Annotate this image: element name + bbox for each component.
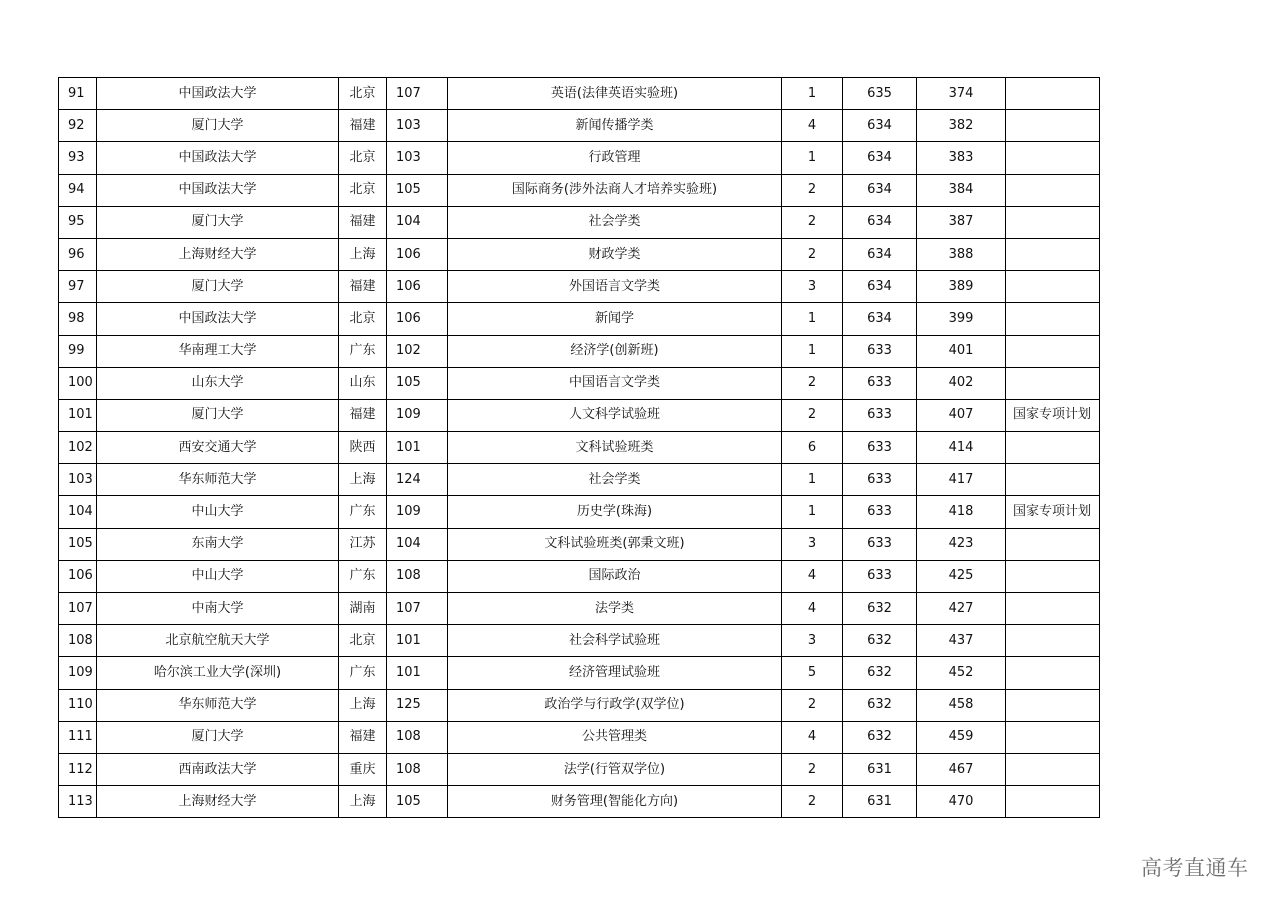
watermark-text: 高考直通车 [1141,856,1249,880]
major-code-cell: 105 [387,367,448,399]
note-cell [1006,657,1100,689]
min-score-cell: 631 [843,753,917,785]
row-index-cell: 107 [59,593,97,625]
note-cell [1006,432,1100,464]
note-cell [1006,206,1100,238]
row-index-cell: 110 [59,689,97,721]
min-score-cell: 634 [843,174,917,206]
major-name-cell: 经济管理试验班 [448,657,782,689]
min-score-cell: 632 [843,593,917,625]
province-cell: 福建 [339,721,387,753]
min-rank-cell: 459 [917,721,1006,753]
min-rank-cell: 452 [917,657,1006,689]
table-row [59,464,1100,496]
major-code-cell: 102 [387,335,448,367]
university-name-cell: 东南大学 [97,528,339,560]
table-row [59,689,1100,721]
min-rank-cell: 399 [917,303,1006,335]
major-name-cell: 经济学(创新班) [448,335,782,367]
note-cell [1006,271,1100,303]
min-rank-cell: 427 [917,593,1006,625]
enrollment-count-cell: 1 [782,464,843,496]
row-index-cell: 99 [59,335,97,367]
row-index-cell: 104 [59,496,97,528]
min-score-cell: 633 [843,528,917,560]
province-cell: 北京 [339,174,387,206]
enrollment-count-cell: 6 [782,432,843,464]
major-name-cell: 社会学类 [448,206,782,238]
table-row [59,271,1100,303]
min-score-cell: 633 [843,367,917,399]
university-name-cell: 中国政法大学 [97,78,339,110]
university-name-cell: 中国政法大学 [97,174,339,206]
table-row [59,786,1100,818]
row-index-cell: 93 [59,142,97,174]
province-cell: 江苏 [339,528,387,560]
university-name-cell: 西南政法大学 [97,753,339,785]
province-cell: 福建 [339,399,387,431]
row-index-cell: 98 [59,303,97,335]
major-code-cell: 101 [387,432,448,464]
row-index-cell: 113 [59,786,97,818]
note-cell [1006,78,1100,110]
university-name-cell: 中国政法大学 [97,303,339,335]
province-cell: 北京 [339,625,387,657]
major-code-cell: 105 [387,786,448,818]
row-index-cell: 112 [59,753,97,785]
major-code-cell: 125 [387,689,448,721]
enrollment-count-cell: 1 [782,496,843,528]
major-name-cell: 社会学类 [448,464,782,496]
province-cell: 广东 [339,560,387,592]
min-rank-cell: 387 [917,206,1006,238]
note-cell [1006,753,1100,785]
university-name-cell: 上海财经大学 [97,786,339,818]
table-row [59,367,1100,399]
province-cell: 广东 [339,657,387,689]
major-code-cell: 108 [387,753,448,785]
min-score-cell: 632 [843,657,917,689]
table-body [59,78,1100,818]
table-row [59,721,1100,753]
row-index-cell: 111 [59,721,97,753]
province-cell: 山东 [339,367,387,399]
enrollment-count-cell: 2 [782,206,843,238]
enrollment-count-cell: 2 [782,367,843,399]
major-code-cell: 105 [387,174,448,206]
major-name-cell: 国际商务(涉外法商人才培养实验班) [448,174,782,206]
table-row [59,110,1100,142]
major-code-cell: 101 [387,657,448,689]
table-row [59,174,1100,206]
row-index-cell: 95 [59,206,97,238]
university-name-cell: 厦门大学 [97,399,339,431]
min-score-cell: 632 [843,721,917,753]
min-rank-cell: 470 [917,786,1006,818]
university-name-cell: 中南大学 [97,593,339,625]
note-cell [1006,174,1100,206]
min-rank-cell: 407 [917,399,1006,431]
note-cell [1006,528,1100,560]
min-rank-cell: 425 [917,560,1006,592]
row-index-cell: 97 [59,271,97,303]
min-score-cell: 633 [843,560,917,592]
note-cell [1006,721,1100,753]
province-cell: 上海 [339,689,387,721]
table-row [59,238,1100,270]
university-name-cell: 中山大学 [97,496,339,528]
major-name-cell: 法学(行管双学位) [448,753,782,785]
table-row [59,625,1100,657]
min-score-cell: 634 [843,142,917,174]
row-index-cell: 102 [59,432,97,464]
min-rank-cell: 418 [917,496,1006,528]
table-row [59,496,1100,528]
enrollment-count-cell: 2 [782,399,843,431]
min-score-cell: 634 [843,271,917,303]
admission-score-table [58,77,1100,818]
major-name-cell: 政治学与行政学(双学位) [448,689,782,721]
province-cell: 北京 [339,78,387,110]
enrollment-count-cell: 2 [782,753,843,785]
enrollment-count-cell: 4 [782,560,843,592]
enrollment-count-cell: 4 [782,593,843,625]
university-name-cell: 山东大学 [97,367,339,399]
note-cell [1006,689,1100,721]
min-score-cell: 633 [843,464,917,496]
province-cell: 上海 [339,786,387,818]
major-code-cell: 109 [387,399,448,431]
min-rank-cell: 383 [917,142,1006,174]
major-name-cell: 新闻学 [448,303,782,335]
major-name-cell: 中国语言文学类 [448,367,782,399]
major-code-cell: 108 [387,721,448,753]
province-cell: 北京 [339,142,387,174]
table-row [59,657,1100,689]
min-score-cell: 634 [843,303,917,335]
enrollment-count-cell: 2 [782,238,843,270]
enrollment-count-cell: 1 [782,78,843,110]
min-rank-cell: 384 [917,174,1006,206]
enrollment-count-cell: 1 [782,142,843,174]
university-name-cell: 上海财经大学 [97,238,339,270]
enrollment-count-cell: 2 [782,174,843,206]
province-cell: 湖南 [339,593,387,625]
enrollment-count-cell: 2 [782,689,843,721]
major-name-cell: 行政管理 [448,142,782,174]
province-cell: 福建 [339,271,387,303]
university-name-cell: 厦门大学 [97,206,339,238]
enrollment-count-cell: 1 [782,303,843,335]
major-name-cell: 社会科学试验班 [448,625,782,657]
table-row [59,303,1100,335]
major-code-cell: 103 [387,110,448,142]
major-name-cell: 历史学(珠海) [448,496,782,528]
major-code-cell: 108 [387,560,448,592]
major-name-cell: 文科试验班类(郭秉文班) [448,528,782,560]
note-cell [1006,464,1100,496]
major-name-cell: 文科试验班类 [448,432,782,464]
university-name-cell: 厦门大学 [97,271,339,303]
university-name-cell: 华南理工大学 [97,335,339,367]
province-cell: 广东 [339,496,387,528]
min-score-cell: 632 [843,689,917,721]
note-cell [1006,593,1100,625]
province-cell: 福建 [339,110,387,142]
major-name-cell: 财务管理(智能化方向) [448,786,782,818]
university-name-cell: 西安交通大学 [97,432,339,464]
min-rank-cell: 417 [917,464,1006,496]
province-cell: 北京 [339,303,387,335]
table-row [59,753,1100,785]
row-index-cell: 91 [59,78,97,110]
table-row [59,432,1100,464]
table-row [59,335,1100,367]
note-cell [1006,335,1100,367]
note-cell [1006,367,1100,399]
enrollment-count-cell: 5 [782,657,843,689]
min-score-cell: 635 [843,78,917,110]
major-name-cell: 新闻传播学类 [448,110,782,142]
min-rank-cell: 467 [917,753,1006,785]
table-row [59,206,1100,238]
note-cell: 国家专项计划 [1006,496,1100,528]
min-rank-cell: 382 [917,110,1006,142]
table-row [59,560,1100,592]
table-row [59,78,1100,110]
min-score-cell: 634 [843,238,917,270]
province-cell: 福建 [339,206,387,238]
min-score-cell: 634 [843,110,917,142]
university-name-cell: 哈尔滨工业大学(深圳) [97,657,339,689]
major-name-cell: 英语(法律英语实验班) [448,78,782,110]
row-index-cell: 105 [59,528,97,560]
major-name-cell: 国际政治 [448,560,782,592]
min-rank-cell: 458 [917,689,1006,721]
province-cell: 陕西 [339,432,387,464]
row-index-cell: 108 [59,625,97,657]
major-code-cell: 104 [387,528,448,560]
major-code-cell: 106 [387,271,448,303]
university-name-cell: 厦门大学 [97,721,339,753]
min-score-cell: 631 [843,786,917,818]
enrollment-count-cell: 3 [782,625,843,657]
row-index-cell: 106 [59,560,97,592]
major-code-cell: 101 [387,625,448,657]
enrollment-count-cell: 1 [782,335,843,367]
major-name-cell: 外国语言文学类 [448,271,782,303]
min-score-cell: 633 [843,335,917,367]
major-code-cell: 107 [387,593,448,625]
row-index-cell: 94 [59,174,97,206]
university-name-cell: 华东师范大学 [97,689,339,721]
enrollment-count-cell: 2 [782,786,843,818]
row-index-cell: 96 [59,238,97,270]
major-code-cell: 106 [387,303,448,335]
min-rank-cell: 437 [917,625,1006,657]
enrollment-count-cell: 4 [782,110,843,142]
major-code-cell: 109 [387,496,448,528]
min-rank-cell: 388 [917,238,1006,270]
university-name-cell: 北京航空航天大学 [97,625,339,657]
enrollment-count-cell: 3 [782,271,843,303]
major-code-cell: 104 [387,206,448,238]
note-cell [1006,786,1100,818]
note-cell: 国家专项计划 [1006,399,1100,431]
note-cell [1006,110,1100,142]
min-rank-cell: 423 [917,528,1006,560]
note-cell [1006,142,1100,174]
note-cell [1006,560,1100,592]
province-cell: 广东 [339,335,387,367]
university-name-cell: 厦门大学 [97,110,339,142]
min-rank-cell: 374 [917,78,1006,110]
min-score-cell: 633 [843,399,917,431]
table-row [59,399,1100,431]
enrollment-count-cell: 3 [782,528,843,560]
note-cell [1006,238,1100,270]
table-row [59,528,1100,560]
row-index-cell: 92 [59,110,97,142]
note-cell [1006,625,1100,657]
major-name-cell: 公共管理类 [448,721,782,753]
min-score-cell: 633 [843,496,917,528]
row-index-cell: 103 [59,464,97,496]
min-rank-cell: 389 [917,271,1006,303]
major-name-cell: 法学类 [448,593,782,625]
major-code-cell: 124 [387,464,448,496]
row-index-cell: 109 [59,657,97,689]
major-code-cell: 106 [387,238,448,270]
province-cell: 上海 [339,238,387,270]
row-index-cell: 100 [59,367,97,399]
major-name-cell: 财政学类 [448,238,782,270]
enrollment-count-cell: 4 [782,721,843,753]
min-score-cell: 634 [843,206,917,238]
table-row [59,142,1100,174]
major-code-cell: 103 [387,142,448,174]
min-rank-cell: 401 [917,335,1006,367]
province-cell: 上海 [339,464,387,496]
min-score-cell: 633 [843,432,917,464]
min-score-cell: 632 [843,625,917,657]
note-cell [1006,303,1100,335]
major-code-cell: 107 [387,78,448,110]
row-index-cell: 101 [59,399,97,431]
university-name-cell: 华东师范大学 [97,464,339,496]
university-name-cell: 中山大学 [97,560,339,592]
university-name-cell: 中国政法大学 [97,142,339,174]
min-rank-cell: 414 [917,432,1006,464]
min-rank-cell: 402 [917,367,1006,399]
major-name-cell: 人文科学试验班 [448,399,782,431]
table-row [59,593,1100,625]
province-cell: 重庆 [339,753,387,785]
